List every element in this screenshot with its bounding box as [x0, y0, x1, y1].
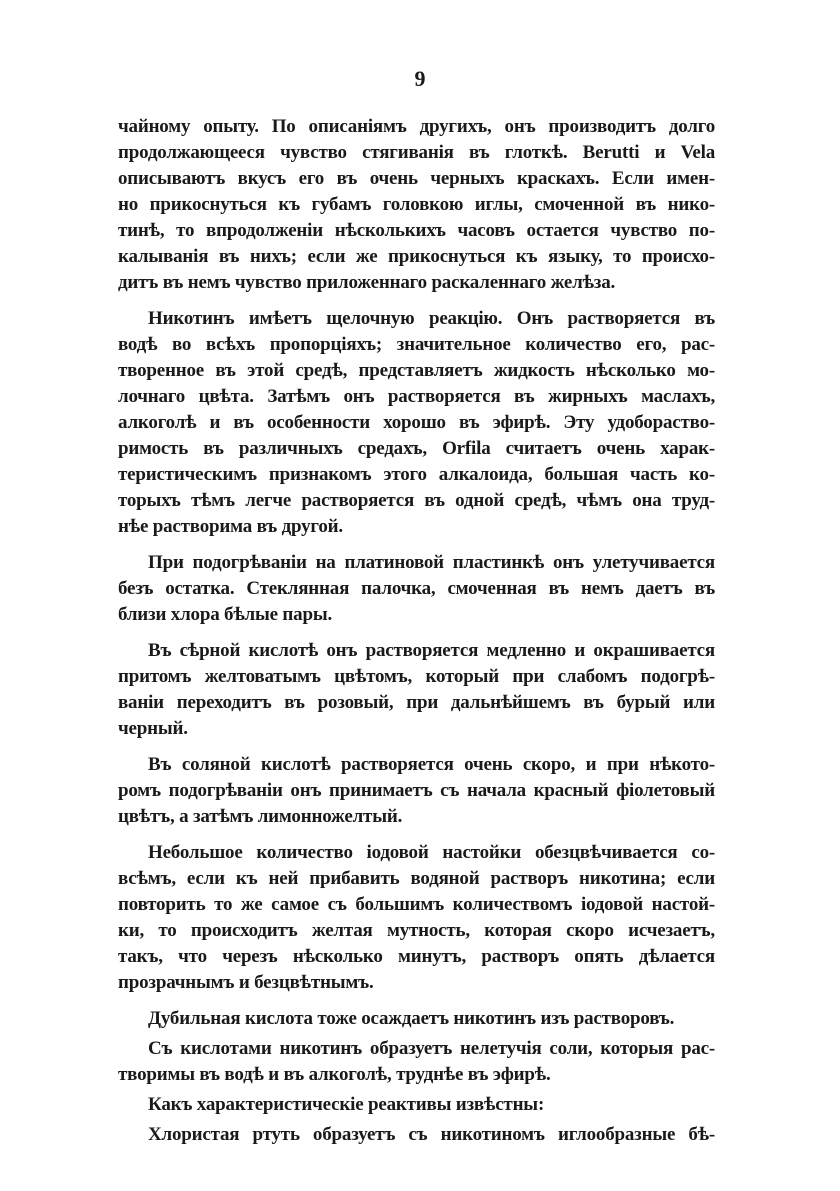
paragraph-3 [118, 550, 715, 628]
text-line: тинѣ, то впродолженіи нѣсколькихъ часовъ остается чувство по- [118, 220, 715, 241]
text-line: творимы въ водѣ и въ алкоголѣ, труднѣе въ эфирѣ. [118, 1064, 551, 1085]
text-line: римость въ различныхъ средахъ, Orfila считаетъ очень харак- [118, 438, 715, 459]
text-line: ки, то происходитъ желтая мутность, которая скоро исчезаетъ, [118, 920, 715, 941]
text-line: Въ сѣрной кислотѣ онъ растворяется медленно и окрашивается [148, 640, 715, 661]
text-line: такъ, что черезъ нѣсколько минутъ, растворъ опять дѣлается [118, 946, 715, 967]
text-line: ваніи переходитъ въ розовый, при дальнѣйшемъ въ бурый или [118, 692, 715, 713]
text-line: близи хлора бѣлые пары. [118, 604, 333, 625]
text-line: ромъ подогрѣваніи онъ принимаетъ съ начала красный фіолетовый [118, 780, 715, 801]
text-line: прозрачнымъ и безцвѣтнымъ. [118, 972, 374, 993]
text-line: водѣ во всѣхъ пропорціяхъ; значительное количество его, рас- [118, 334, 715, 355]
paragraph-10 [118, 1122, 715, 1148]
text-line: всѣмъ, если къ ней прибавить водяной растворъ никотина; если [118, 868, 715, 889]
paragraph-5 [118, 752, 715, 830]
text-line: творенное въ этой средѣ, представляетъ жидкость нѣсколько мо- [118, 360, 715, 381]
text-line: повторить то же самое съ большимъ количествомъ іодовой настой- [118, 894, 715, 915]
text-line: продолжающееся чувство стягиванія въ глоткѣ. Berutti и Vela [118, 142, 715, 163]
page-number: 9 [414, 66, 426, 91]
text-line: Никотинъ имѣетъ щелочную реакцію. Онъ растворяется въ [148, 308, 715, 329]
paragraph-6 [118, 840, 715, 996]
text-line: калыванія въ нихъ; если же прикоснуться къ языку, то происхо- [118, 246, 715, 267]
text-line: теристическимъ признакомъ этого алкалоида, большая часть ко- [118, 464, 715, 485]
text-line: описываютъ вкусъ его въ очень черныхъ краскахъ. Если имен- [118, 168, 715, 189]
text-line: Небольшое количество іодовой настойки обезцвѣчивается со- [148, 842, 715, 863]
paragraph-9 [118, 1092, 715, 1118]
text-line: чайному опыту. По описаніямъ другихъ, онъ производитъ долго [118, 116, 715, 137]
text-line: При подогрѣваніи на платиновой пластинкѣ онъ улетучивается [148, 552, 715, 573]
text-line: Какъ характеристическіе реактивы извѣстны: [148, 1094, 545, 1115]
text-line: лочнаго цвѣта. Затѣмъ онъ растворяется въ жирныхъ маслахъ, [118, 386, 715, 407]
paragraph-7 [118, 1006, 715, 1032]
text-line: но прикоснуться къ губамъ головкою иглы, смоченной въ нико- [118, 194, 715, 215]
paragraph-4 [118, 638, 715, 742]
text-line: безъ остатка. Стеклянная палочка, смоченная въ немъ даетъ въ [118, 578, 715, 599]
text-line: торыхъ тѣмъ легче растворяется въ одной средѣ, чѣмъ она труд- [118, 490, 715, 511]
text-line: цвѣтъ, а затѣмъ лимонножелтый. [118, 806, 403, 827]
body-text [118, 114, 715, 1152]
text-line: Дубильная кислота тоже осаждаетъ никотинъ изъ растворовъ. [148, 1008, 675, 1029]
text-line: Хлористая ртуть образуетъ съ никотиномъ иглообразные бѣ- [148, 1124, 715, 1145]
paragraph-1 [118, 114, 715, 296]
paragraph-2 [118, 306, 715, 540]
text-line: алкоголѣ и въ особенности хорошо въ эфирѣ. Эту удобораство- [118, 412, 715, 433]
text-line: Съ кислотами никотинъ образуетъ нелетучія соли, которыя рас- [148, 1038, 715, 1059]
text-line: притомъ желтоватымъ цвѣтомъ, который при слабомъ подогрѣ- [118, 666, 715, 687]
text-line: Въ соляной кислотѣ растворяется очень скоро, и при нѣкото- [148, 754, 715, 775]
paragraph-8 [118, 1036, 715, 1088]
text-line: нѣе растворима въ другой. [118, 516, 343, 537]
text-line: черный. [118, 718, 188, 739]
text-line: дитъ въ немъ чувство приложеннаго раскаленнаго желѣза. [118, 272, 616, 293]
